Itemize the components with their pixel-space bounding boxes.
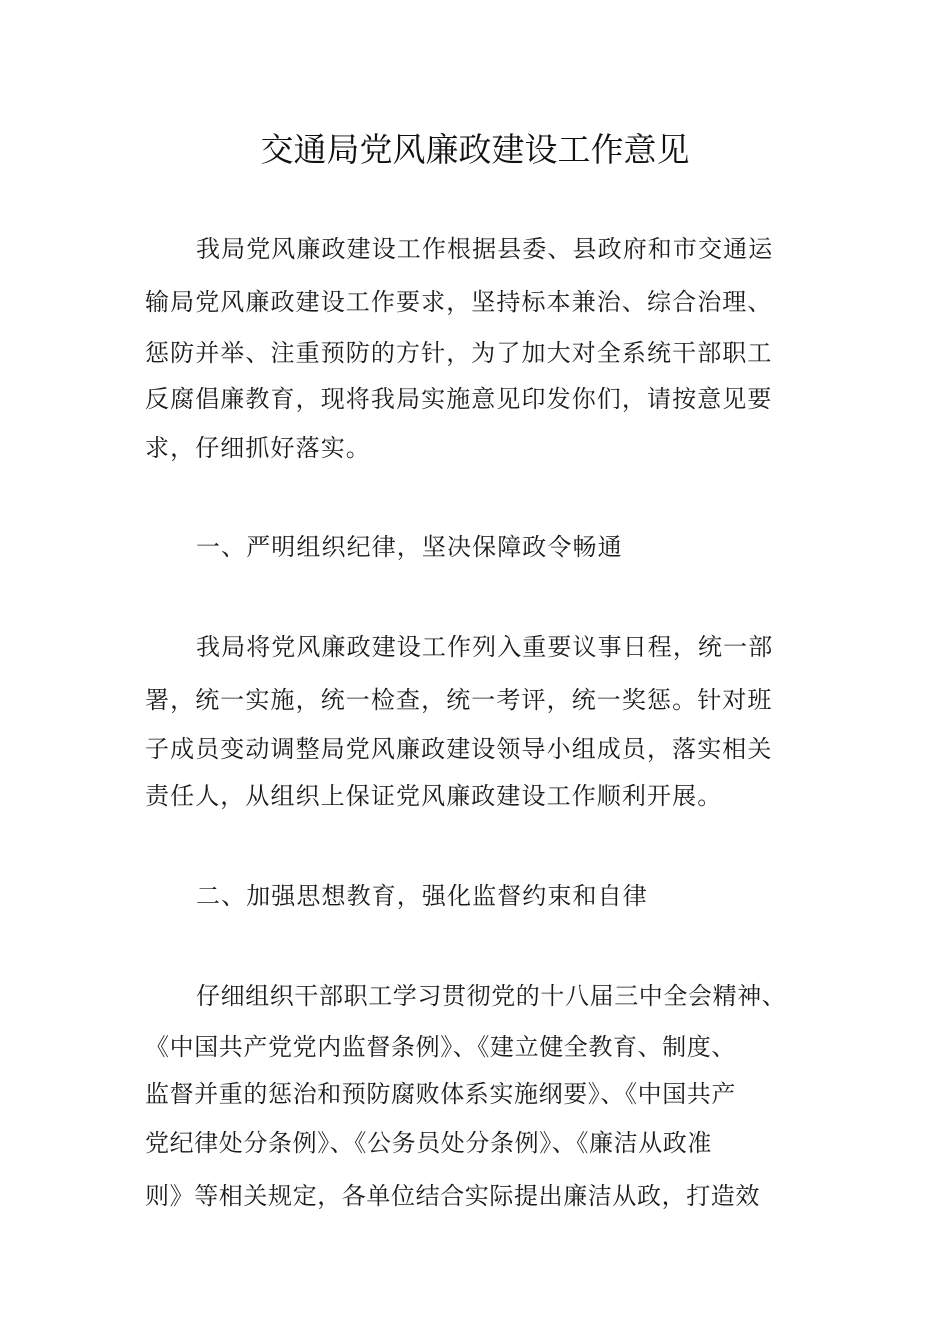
paragraph-3-line: 仔细组织干部职工学习贯彻党的十八届三中全会精神、 xyxy=(196,982,787,1010)
paragraph-3-line: 党纪律处分条例》、《公务员处分条例》、《廉洁从政准 xyxy=(145,1129,712,1157)
paragraph-1-line: 惩防并举、注重预防的方针，为了加大对全系统干部职工 xyxy=(145,339,773,367)
paragraph-3-line: 监督并重的惩治和预防腐败体系实施纲要》、《中国共产 xyxy=(145,1080,736,1108)
paragraph-1-line: 求，仔细抓好落实。 xyxy=(145,434,371,462)
paragraph-2-line: 子成员变动调整局党风廉政建设领导小组成员，落实相关 xyxy=(145,735,773,763)
paragraph-2-line: 署，统一实施，统一检查，统一考评，统一奖惩。针对班 xyxy=(145,686,773,714)
section-heading-2: 二、加强思想教育，强化监督约束和自律 xyxy=(196,882,648,910)
section-heading-1: 一、严明组织纪律，坚决保障政令畅通 xyxy=(196,533,623,561)
paragraph-1-line: 输局党风廉政建设工作要求，坚持标本兼治、综合治理、 xyxy=(145,288,773,316)
document-title: 交通局党风廉政建设工作意见 xyxy=(260,130,690,169)
paragraph-1-line: 反腐倡廉教育，现将我局实施意见印发你们，请按意见要 xyxy=(145,385,773,413)
paragraph-1-line: 我局党风廉政建设工作根据县委、县政府和市交通运 xyxy=(196,235,774,263)
paragraph-2-line: 责任人，从组织上保证党风廉政建设工作顺利开展。 xyxy=(145,782,723,810)
paragraph-3-line: 则》等相关规定，各单位结合实际提出廉洁从政，打造效 xyxy=(145,1182,760,1210)
paragraph-2-line: 我局将党风廉政建设工作列入重要议事日程，统一部 xyxy=(196,633,774,661)
paragraph-3-line: 《中国共产党党内监督条例》、《建立健全教育、制度、 xyxy=(145,1033,736,1061)
